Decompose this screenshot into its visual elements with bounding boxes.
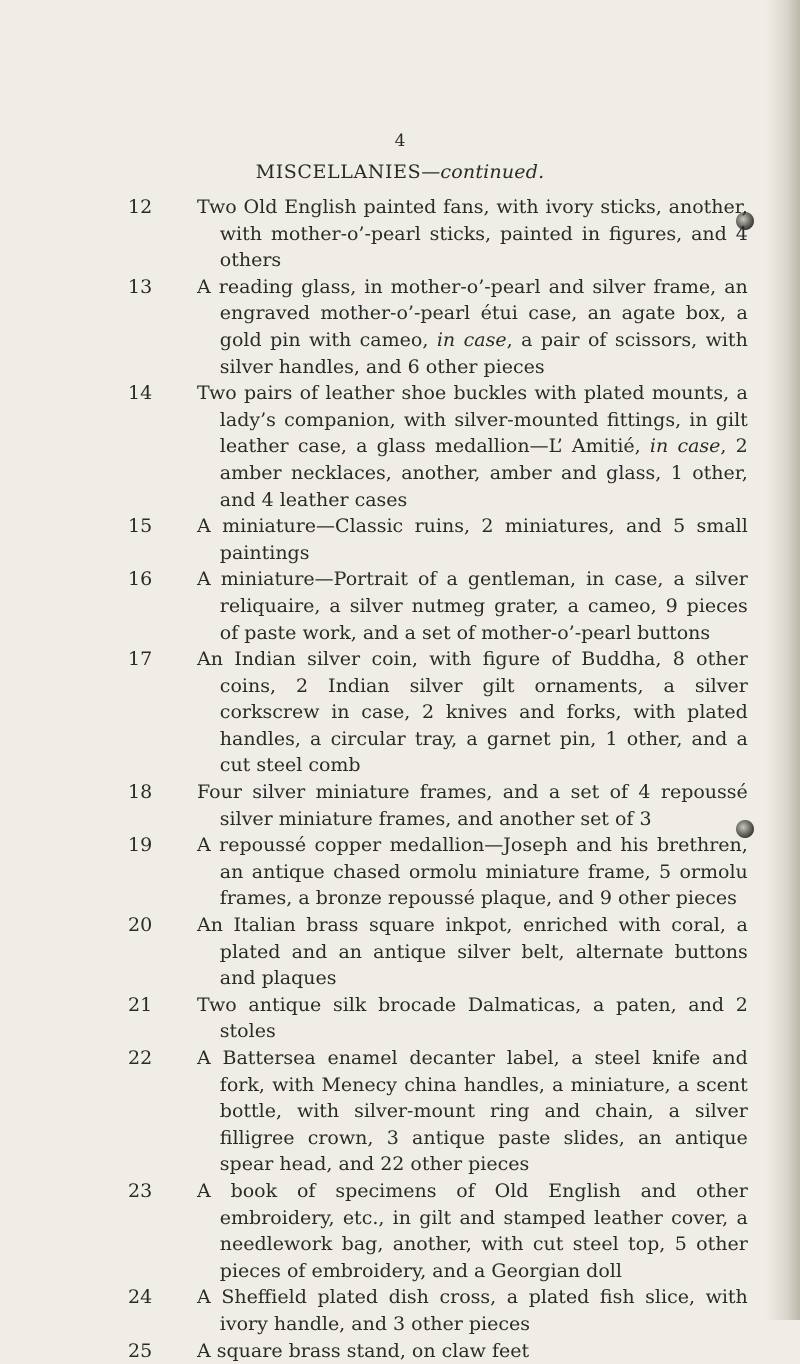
lot-number: 20 bbox=[128, 914, 153, 937]
lot-number: 24 bbox=[128, 1286, 153, 1309]
lot-item bbox=[0, 380, 800, 513]
lot-description: A miniature—Portrait of a gentleman, in case, a silver reliquaire, a silver nutmeg grater, a cameo, 9 pieces of paste work, and a set of mother-o’-pearl buttons bbox=[197, 568, 748, 644]
lot-number: 18 bbox=[128, 781, 153, 804]
lot-description: A Sheffield plated dish cross, a plated fish slice, with ivory handle, and 3 other pieces bbox=[197, 1286, 748, 1335]
section-heading-continued: —continued. bbox=[421, 161, 545, 183]
lot-number: 23 bbox=[128, 1179, 153, 1202]
lot-item bbox=[0, 646, 800, 779]
lot-item bbox=[0, 1045, 800, 1178]
lot-description: A square brass stand, on claw feet bbox=[197, 1339, 530, 1362]
lot-item bbox=[0, 1284, 800, 1337]
lot-description: Two pairs of leather shoe buckles with plated mounts, a lady’s companion, with silver-mounted fittings, in gilt leather case, a glass medallion—L’ Amitié, in case, 2 amber necklaces, another, amber and glass, 1 other, and 4 leather cases bbox=[197, 382, 748, 511]
lot-list bbox=[0, 194, 800, 1364]
page-number: 4 bbox=[394, 131, 406, 151]
lot-item bbox=[0, 274, 800, 380]
lot-number: 17 bbox=[128, 648, 153, 671]
lot-number: 25 bbox=[128, 1339, 153, 1362]
lot-description: Four silver miniature frames, and a set of 4 repoussé silver miniature frames, and another set of 3 bbox=[197, 781, 748, 830]
lot-number: 16 bbox=[128, 568, 153, 591]
lot-description: A Battersea enamel decanter label, a steel knife and fork, with Menecy china handles, a miniature, a scent bottle, with silver-mount ring and chain, a silver filligree crown, 3 antique paste slides, an antique spear head, and 22 other pieces bbox=[197, 1047, 748, 1176]
section-heading bbox=[0, 160, 800, 184]
lot-description: A reading glass, in mother-o’-pearl and silver frame, an engraved mother-o’-pearl étui case, an agate box, a gold pin with cameo, in case, a pair of scissors, with silver handles, and 6 other pieces bbox=[197, 275, 748, 378]
lot-description: A repoussé copper medallion—Joseph and his brethren, an antique chased ormolu miniature frame, 5 ormolu frames, a bronze repoussé plaque, and 9 other pieces bbox=[197, 834, 748, 910]
lot-description: Two antique silk brocade Dalmaticas, a paten, and 2 stoles bbox=[197, 993, 748, 1043]
lot-item bbox=[0, 912, 800, 992]
lot-description: An Indian silver coin, with figure of Buddha, 8 other coins, 2 Indian silver gilt ornaments, a silver corkscrew in case, 2 knives and forks, with plated handles, a circular tray, a garnet pin, 1 other, and a cut steel comb bbox=[197, 648, 748, 777]
lot-item bbox=[0, 832, 800, 912]
lot-number: 21 bbox=[128, 993, 153, 1016]
lot-number: 14 bbox=[128, 382, 153, 405]
lot-description: An Italian brass square inkpot, enriched with coral, a plated and an antique silver belt, alternate buttons and plaques bbox=[197, 914, 748, 990]
lot-item bbox=[0, 779, 800, 832]
lot-item bbox=[0, 1178, 800, 1284]
lot-item bbox=[0, 194, 800, 274]
lot-description: A book of specimens of Old English and other embroidery, etc., in gilt and stamped leather cover, a needlework bag, another, with cut steel top, 5 other pieces of embroidery, and a Georgian doll bbox=[197, 1179, 748, 1282]
lot-description: Two Old English painted fans, with ivory sticks, another, with mother-o’-pearl sticks, painted in figures, and 4 others bbox=[197, 196, 748, 272]
lot-number: 15 bbox=[128, 515, 153, 538]
lot-number: 19 bbox=[128, 834, 153, 857]
lot-description: A miniature—Classic ruins, 2 miniatures, and 5 small paintings bbox=[197, 515, 748, 564]
section-heading-main: MISCELLANIES bbox=[255, 161, 422, 183]
lot-item bbox=[0, 513, 800, 566]
lot-item bbox=[0, 566, 800, 646]
lot-number: 13 bbox=[128, 275, 153, 298]
lot-number: 22 bbox=[128, 1047, 153, 1069]
lot-item bbox=[0, 992, 800, 1045]
lot-number: 12 bbox=[128, 196, 153, 218]
lot-item bbox=[0, 1338, 800, 1364]
